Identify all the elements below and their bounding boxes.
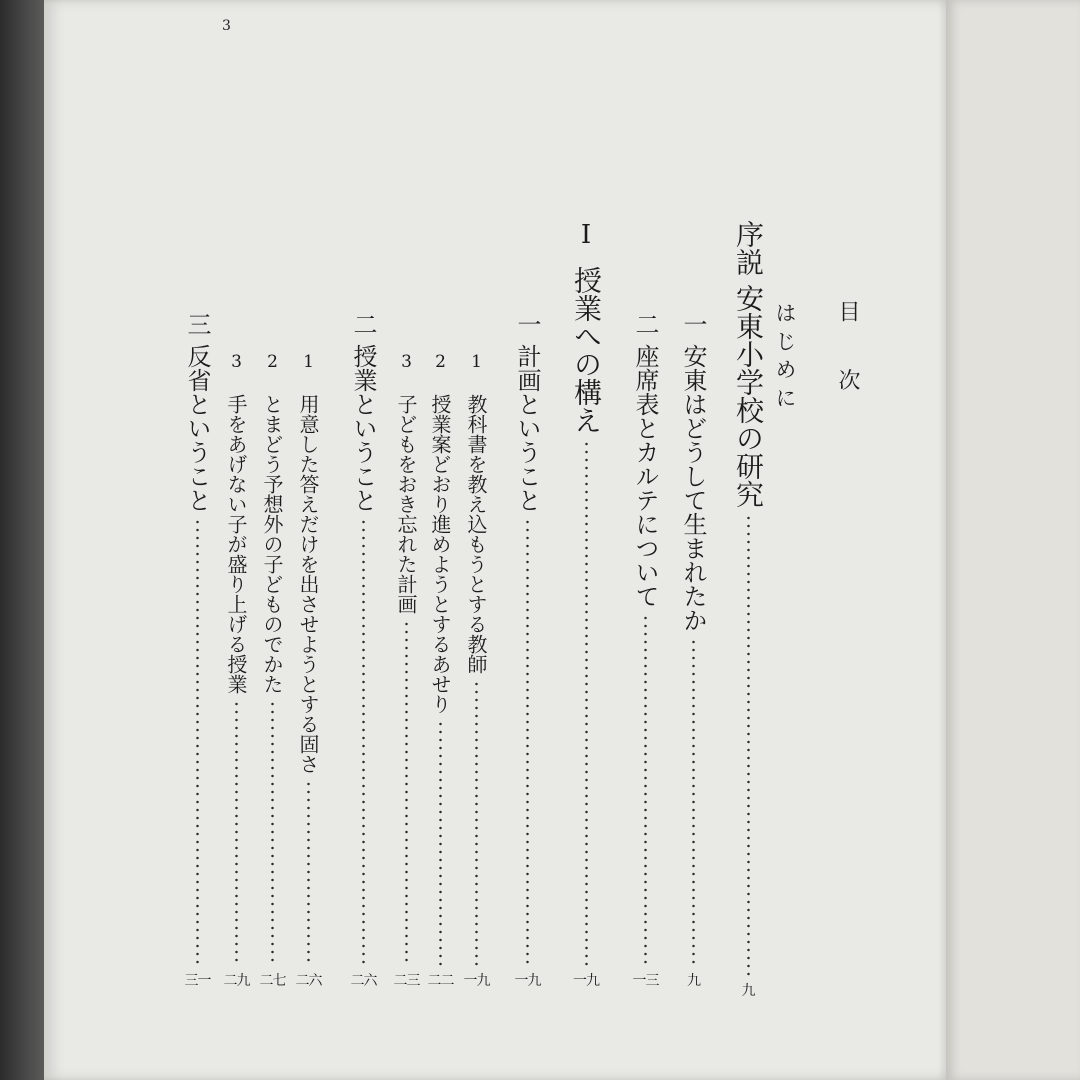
- toc-entry: [566, 220, 606, 990]
- toc-entry-number: 三: [183, 312, 211, 336]
- toc-entry: [510, 312, 545, 990]
- toc-entry-number: 3: [401, 352, 412, 372]
- toc-entry-page: 二九: [223, 973, 250, 989]
- toc-entry-page: 一九: [514, 973, 541, 989]
- toc-entry-page: 三一: [184, 973, 211, 989]
- toc-entry-title: 安東はどうして生まれたか: [679, 344, 707, 632]
- toc-entry-number: 2: [435, 352, 446, 372]
- toc-entry-title: 安東小学校の研究: [732, 284, 765, 508]
- toc-entry: [462, 352, 491, 990]
- toc-entry-title: 教科書を教え込もうとする教師: [464, 394, 488, 674]
- toc-entry-page: 二二: [427, 973, 454, 989]
- toc-entry-title: とまどう予想外の子どものでかた: [260, 394, 284, 694]
- toc-entry-number: 一: [679, 312, 707, 336]
- toc-entry: [426, 352, 455, 990]
- toc-entry-number: 序説: [732, 220, 765, 276]
- toc-entry-page: 二三: [393, 973, 420, 989]
- page-number: 3: [222, 18, 231, 34]
- toc-entry: [222, 352, 251, 990]
- toc-entry: [346, 312, 381, 990]
- leader-dots: [271, 700, 274, 966]
- leader-dots: [235, 700, 238, 966]
- toc-entry-title: 授業ということ: [349, 344, 377, 512]
- toc-entry-title: はじめに: [773, 302, 797, 416]
- leader-dots: [747, 514, 750, 976]
- toc-entry: [294, 352, 323, 990]
- toc-entry-page: 九: [741, 983, 755, 999]
- toc-title: 目 次: [835, 300, 860, 411]
- toc-entry-title: 用意した答えだけを出させようとする固さ: [296, 394, 320, 774]
- toc-entry-page: 一三: [632, 973, 659, 989]
- leader-dots: [475, 680, 478, 966]
- toc-entry-page: 一九: [463, 973, 490, 989]
- toc-entry-number: 二: [349, 312, 377, 336]
- toc-entry-number: 一: [513, 312, 541, 336]
- toc-entry-number: 2: [267, 352, 278, 372]
- leader-dots: [307, 780, 310, 966]
- toc-entry-title: 授業への構え: [570, 266, 603, 434]
- toc-entry-number: 1: [303, 352, 314, 372]
- toc-entry: [676, 312, 711, 990]
- toc-entry: [258, 352, 287, 990]
- toc-entry-page: 二六: [295, 973, 322, 989]
- leader-dots: [644, 614, 647, 966]
- toc-entry: [392, 352, 421, 990]
- leader-dots: [692, 638, 695, 966]
- leader-dots: [196, 518, 199, 966]
- leader-dots: [585, 440, 588, 966]
- toc-entry-title: 計画ということ: [513, 344, 541, 512]
- toc-entry-title: 座席表とカルテについて: [631, 344, 659, 608]
- toc-entry-number: 二: [631, 312, 659, 336]
- toc-entry-title: 子どもをおき忘れた計画: [394, 394, 418, 614]
- toc-entry: [180, 312, 215, 990]
- toc-entry: [770, 302, 800, 415]
- leader-dots: [439, 720, 442, 966]
- toc-entry-page: 九: [687, 973, 700, 989]
- leader-dots: [362, 518, 365, 966]
- toc-entry-title: 手をあげない子が盛り上げる授業: [224, 394, 248, 694]
- toc-entry-number: 3: [231, 352, 242, 372]
- toc-entry-number: I: [580, 220, 592, 250]
- toc-entry-title: 授業案どおり進めようとするあせり: [428, 394, 452, 714]
- toc-entry: [628, 312, 663, 990]
- book-spine: [0, 0, 44, 1080]
- toc-entry-page: 二六: [350, 973, 377, 989]
- toc-entry-page: 一九: [573, 973, 599, 989]
- facing-page: [946, 0, 1080, 1080]
- toc-entry: [728, 220, 768, 1000]
- leader-dots: [526, 518, 529, 966]
- leader-dots: [405, 620, 408, 966]
- toc-entry-page: 二七: [259, 973, 286, 989]
- toc-entry-number: 1: [471, 352, 482, 372]
- toc-entry-title: 反省ということ: [183, 344, 211, 512]
